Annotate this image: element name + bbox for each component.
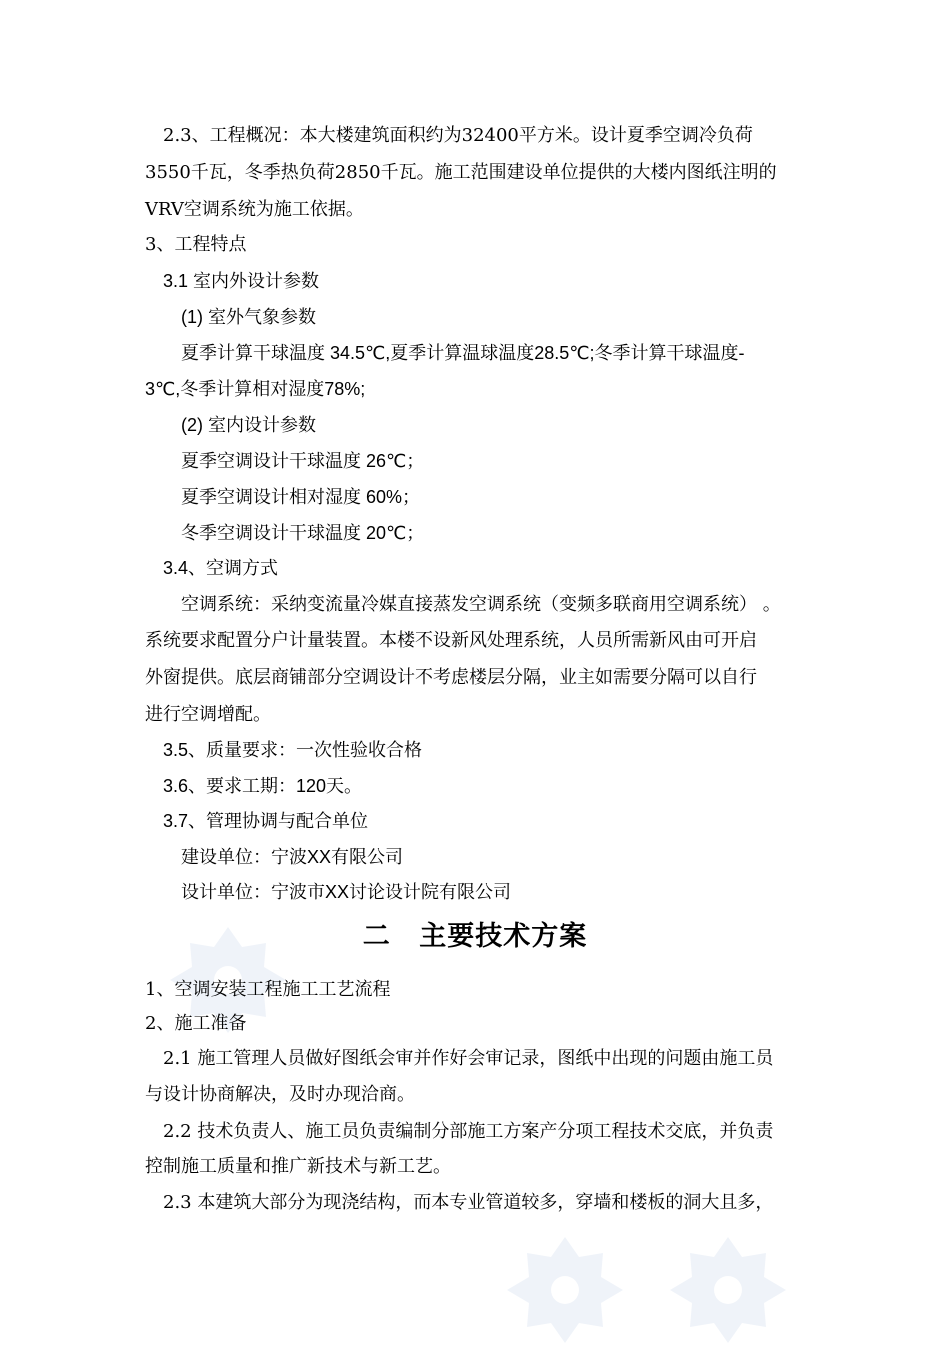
item-2: 2、施工准备 xyxy=(145,1013,247,1034)
indoor-item: 夏季空调设计干球温度 26℃； xyxy=(181,451,425,471)
designer-line: 设计单位：宁波市XX讨论设计院有限公司 xyxy=(181,882,512,902)
builder-line: 建设单位：宁波XX有限公司 xyxy=(181,847,404,867)
indoor-item: 夏季空调设计相对湿度 60%； xyxy=(181,487,421,507)
ac-mode-line-2: 系统要求配置分户计量装置。本楼不设新风处理系统，人员所需新风由可开启 xyxy=(145,630,757,651)
quality-line: 3.5、质量要求：一次性验收合格 xyxy=(163,740,423,760)
outdoor-text-line-1: 夏季计算干球温度 34.5℃,夏季计算温球温度28.5℃;冬季计算干球温度- xyxy=(181,343,745,363)
features-title: 3、工程特点 xyxy=(145,234,247,255)
para-2-2-line-1: 2.2 技术负责人、施工员负责编制分部施工方案产分项工程技术交底，并负责 xyxy=(163,1121,774,1142)
para-2-3-line-1: 2.3 本建筑大部分为现浇结构，而本专业管道较多，穿墙和楼板的洞大且多， xyxy=(163,1192,774,1213)
duration-line: 3.6、要求工期：120天。 xyxy=(163,776,363,796)
overview-line-1: 2.3、工程概况：本大楼建筑面积约为32400平方米。设计夏季空调冷负荷 xyxy=(163,125,753,146)
coord-title: 3.7、管理协调与配合单位 xyxy=(163,811,369,831)
overview-line-3: VRV空调系统为施工依据。 xyxy=(145,199,364,220)
indoor-title: (2) 室内设计参数 xyxy=(181,415,316,435)
overview-line-2: 3550千瓦，冬季热负荷2850千瓦。施工范围建设单位提供的大楼内图纸注明的 xyxy=(145,162,777,183)
outdoor-text-line-2: 3℃,冬季计算相对湿度78%; xyxy=(145,379,366,399)
para-2-1-line-1: 2.1 施工管理人员做好图纸会审并作好会审记录，图纸中出现的问题由施工员 xyxy=(163,1048,774,1069)
section-heading: 二 主要技术方案 xyxy=(362,921,588,952)
outdoor-title: (1) 室外气象参数 xyxy=(181,307,316,327)
watermark-flower-icon xyxy=(505,1235,625,1345)
watermark-flower-icon xyxy=(668,1235,788,1345)
item-1: 1、空调安装工程施工工艺流程 xyxy=(145,979,391,1000)
para-2-2-line-2: 控制施工质量和推广新技术与新工艺。 xyxy=(145,1156,451,1177)
indoor-item: 冬季空调设计干球温度 20℃； xyxy=(181,523,425,543)
ac-mode-title: 3.4、空调方式 xyxy=(163,558,279,578)
para-2-1-line-2: 与设计协商解决，及时办现洽商。 xyxy=(145,1084,415,1105)
ac-mode-line-1: 空调系统：采纳变流量冷媒直接蒸发空调系统（变频多联商用空调系统） 。 xyxy=(181,594,781,615)
ac-mode-line-4: 进行空调增配。 xyxy=(145,704,271,725)
params-title: 3.1 室内外设计参数 xyxy=(163,271,320,291)
ac-mode-line-3: 外窗提供。底层商铺部分空调设计不考虑楼层分隔，业主如需要分隔可以自行 xyxy=(145,667,757,688)
